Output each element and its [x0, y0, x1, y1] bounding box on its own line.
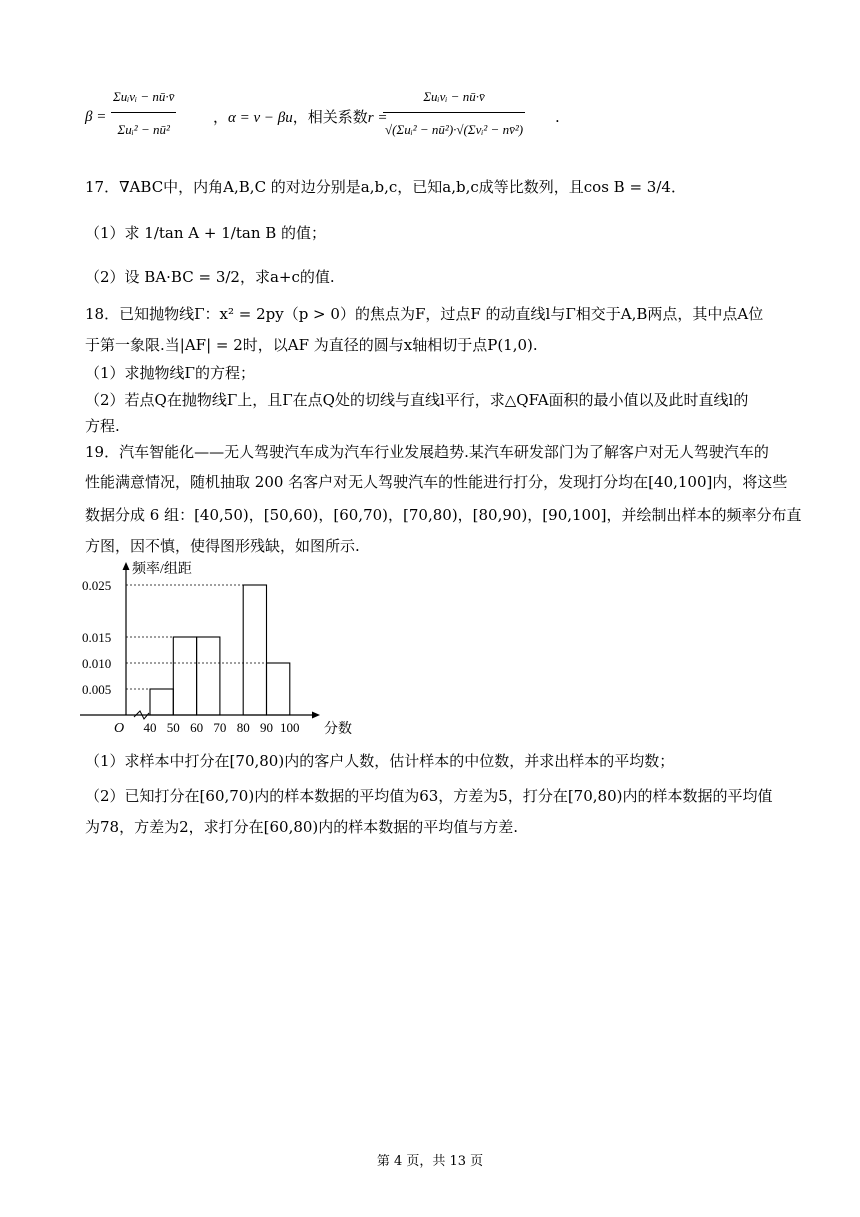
histogram-bar: [150, 689, 173, 715]
q19-part1: （1）求样本中打分在[70,80)内的客户人数，估计样本的中位数，并求出样本的平均数；: [85, 752, 675, 770]
corr-label: 相关系数: [307, 108, 368, 126]
y-axis-label: 频率/组距: [132, 562, 192, 577]
page-footer: 第 4 页，共 13 页: [376, 1154, 484, 1169]
corr-prefix: r =: [367, 110, 388, 126]
q18-part2-line1: （2）若点Q在抛物线Γ上，且Γ在点Q处的切线与直线l平行，求△QFA面积的最小值以及此时直线l的: [85, 391, 749, 409]
q17-part2: （2）设 BA·BC = 3/2，求a+c的值.: [85, 268, 335, 286]
x-tick-label: 60: [190, 720, 204, 735]
origin-label: O: [114, 721, 125, 736]
x-tick-label: 40: [143, 720, 157, 735]
q19-stem-line3: 数据分成 6 组：[40,50)，[50,60)，[60,70)，[70,80)，[80,90)，[90,100]，并绘制出样本的频率分布直: [85, 506, 802, 524]
corr-fraction: [383, 82, 525, 147]
q18-part2-line2: 方程.: [85, 417, 120, 435]
y-tick-label: 0.005: [82, 682, 112, 697]
x-axis-label: 分数: [324, 722, 352, 737]
q19-part2-line2: 为78，方差为2，求打分在[60,80)内的样本数据的平均值与方差.: [85, 818, 519, 836]
q17-part1: （1）求 1/tan A + 1/tan B 的值；: [85, 224, 327, 242]
x-axis-arrow: [312, 712, 320, 719]
q19-stem-line1: 19．汽车智能化——无人驾驶汽车成为汽车行业发展趋势.某汽车研发部门为了解客户对无人驾驶汽车的: [85, 443, 769, 461]
y-axis-arrow: [123, 562, 130, 570]
beta-prefix: β =: [85, 109, 107, 125]
q18-stem-line2: 于第一象限.当|AF| = 2时，以AF 为直径的圆与x轴相切于点P(1,0).: [85, 336, 538, 354]
formula-period: .: [555, 108, 560, 126]
q19-stem-line4: 方图，因不慎，使得图形残缺，如图所示.: [85, 537, 360, 555]
y-tick-label: 0.010: [82, 656, 112, 671]
histogram-bar: [173, 637, 196, 715]
y-tick-label: 0.015: [82, 630, 112, 645]
q18-part1: （1）求抛物线Γ的方程；: [85, 364, 255, 382]
x-tick-label: 80: [236, 720, 250, 735]
q19-part2-line1: （2）已知打分在[60,70)内的样本数据的平均值为63，方差为5，打分在[70,80)内的样本数据的平均值: [85, 787, 773, 805]
alpha-formula: ，α = v − βu，相关系数r =: [213, 108, 388, 126]
histogram-bar: [243, 585, 266, 715]
histogram-bar: [267, 663, 290, 715]
axis-break-mark: [134, 711, 149, 719]
x-tick-label: 90: [260, 720, 273, 735]
q19-stem-line2: 性能满意情况，随机抽取 200 名客户对无人驾驶汽车的性能进行打分，发现打分均在[40,100]内，将这些: [85, 473, 788, 491]
histogram-bar: [197, 637, 220, 715]
beta-fraction: [111, 82, 176, 147]
beta-denominator: Σuᵢ² − nū²: [117, 122, 170, 137]
alpha-text: α = v − βu: [228, 110, 293, 126]
corr-numerator: Σuᵢvᵢ − nū·v̄: [383, 82, 525, 113]
q18-stem-line1: 18．已知抛物线Γ：x² = 2py（p > 0）的焦点为F，过点F 的动直线l与Γ相交于A,B两点，其中点A位: [85, 305, 764, 323]
x-tick-label: 100: [280, 720, 300, 735]
x-tick-label: 50: [166, 720, 180, 735]
x-tick-label: 70: [213, 720, 227, 735]
frequency-histogram: [80, 557, 360, 737]
q17-stem: 17．∇ABC中，内角A,B,C 的对边分别是a,b,c，已知a,b,c成等比数列，且cos B = 3/4．: [85, 178, 686, 196]
y-tick-label: 0.025: [82, 578, 112, 593]
corr-denominator: √(Σuᵢ² − nū²)·√(Σvᵢ² − nv̄²): [385, 122, 524, 137]
beta-numerator: Σuᵢvᵢ − nū·v̄: [111, 82, 176, 113]
